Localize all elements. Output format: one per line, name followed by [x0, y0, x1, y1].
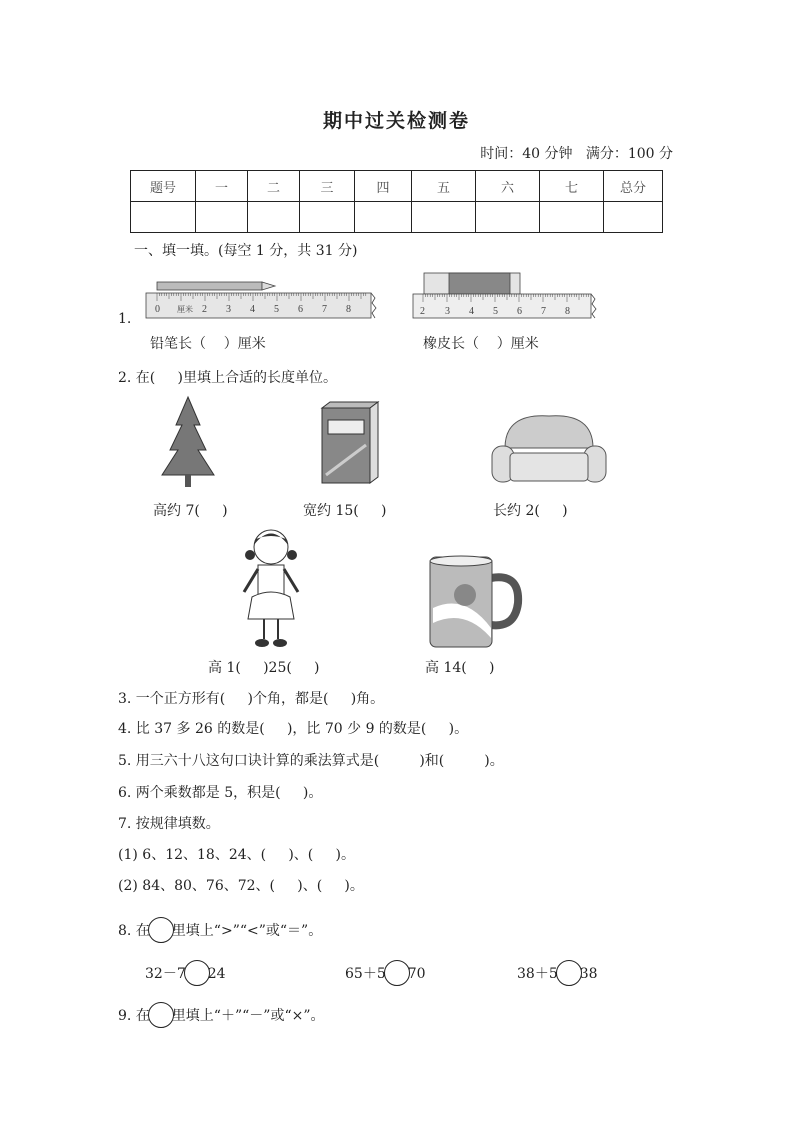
comparison-item [345, 960, 426, 986]
question-number: 1. [118, 311, 132, 327]
ruler-tick-label: 8 [565, 306, 570, 317]
comparison-item [145, 960, 226, 986]
ruler-tick-label: 6 [298, 304, 303, 315]
ruler-tick-label: 2 [420, 306, 425, 317]
tree-illustration [158, 395, 218, 490]
header-cell: 七 [540, 171, 604, 202]
mug-illustration [425, 553, 523, 651]
pencil-ruler-illustration [145, 280, 380, 320]
ruler-tick-label: 2 [202, 304, 207, 315]
ruler-tick-label: 3 [226, 304, 231, 315]
q2-caption-book: 宽约 15( ) [303, 503, 387, 519]
sofa-illustration [490, 408, 608, 488]
score-row [131, 202, 663, 233]
question-7: 7. 按规律填数。 [118, 816, 220, 832]
header-cell: 二 [248, 171, 300, 202]
score-cell [412, 202, 476, 233]
left-expr: 38＋5 [517, 966, 558, 982]
question-5: 5. 用三六十八这句口诀计算的乘法算式是( )和( )。 [118, 753, 504, 769]
ruler-tick-label: 4 [469, 306, 474, 317]
q2-caption-mug: 高 14( ) [425, 660, 495, 676]
ruler-tick-label: 厘米 [177, 305, 193, 314]
ruler-tick-label: 0 [155, 304, 160, 315]
question-8 [118, 917, 322, 943]
exam-meta: 时间：40 分钟 满分：100 分 [480, 146, 673, 162]
section-heading: 一、填一填。(每空 1 分，共 31 分) [134, 243, 358, 259]
eraser-ruler-illustration [412, 270, 597, 322]
header-cell: 三 [300, 171, 355, 202]
answer-circle[interactable] [384, 960, 410, 986]
score-cell [355, 202, 412, 233]
score-cell [248, 202, 300, 233]
header-cell: 六 [476, 171, 540, 202]
answer-circle[interactable] [148, 917, 174, 943]
question-7-1: (1) 6、12、18、24、( )、( )。 [118, 847, 355, 863]
score-table [130, 170, 663, 233]
header-cell: 五 [412, 171, 476, 202]
right-expr: 70 [407, 966, 426, 982]
question-7-2: (2) 84、80、76、72、( )、( )。 [118, 878, 364, 894]
question-4: 4. 比 37 多 26 的数是( )，比 70 少 9 的数是( )。 [118, 721, 469, 737]
answer-circle[interactable] [184, 960, 210, 986]
score-cell [131, 202, 196, 233]
header-cell: 总分 [604, 171, 663, 202]
question-2: 2. 在( )里填上合适的长度单位。 [118, 370, 337, 386]
score-cell [604, 202, 663, 233]
q2-caption-sofa: 长约 2( ) [493, 503, 568, 519]
q9-prefix: 9. 在 [118, 1008, 150, 1024]
ruler-tick-label: 5 [274, 304, 279, 315]
q2-caption-tree: 高约 7( ) [153, 503, 228, 519]
ruler-tick-label: 6 [517, 306, 522, 317]
score-cell [300, 202, 355, 233]
book-illustration [318, 400, 380, 485]
answer-circle[interactable] [556, 960, 582, 986]
left-expr: 65＋5 [345, 966, 386, 982]
q9-suffix: 里填上“＋”“－”或“×”。 [171, 1008, 325, 1024]
ruler-tick-label: 4 [250, 304, 255, 315]
question-9 [118, 1002, 325, 1028]
score-cell [196, 202, 248, 233]
page-title: 期中过关检测卷 [322, 110, 470, 132]
header-cell: 四 [355, 171, 412, 202]
q8-prefix: 8. 在 [118, 923, 150, 939]
ruler-tick-label: 5 [493, 306, 498, 317]
ruler-tick-label: 3 [445, 306, 450, 317]
header-cell: 题号 [131, 171, 196, 202]
question-3: 3. 一个正方形有( )个角，都是( )角。 [118, 691, 385, 707]
score-cell [476, 202, 540, 233]
score-table-header [131, 171, 663, 202]
score-cell [540, 202, 604, 233]
q1-caption-eraser: 橡皮长（ ）厘米 [423, 336, 539, 352]
answer-circle[interactable] [148, 1002, 174, 1028]
left-expr: 32－7 [145, 966, 186, 982]
comparison-item [517, 960, 598, 986]
ruler-tick-label: 7 [541, 306, 546, 317]
ruler-tick-label: 7 [322, 304, 327, 315]
right-expr: 38 [579, 966, 598, 982]
right-expr: 24 [207, 966, 226, 982]
q1-caption-pencil: 铅笔长（ ）厘米 [150, 336, 266, 352]
q8-suffix: 里填上“>”“<”或“＝”。 [171, 923, 323, 939]
ruler-tick-label: 8 [346, 304, 351, 315]
girl-illustration [238, 527, 304, 652]
header-cell: 一 [196, 171, 248, 202]
question-6: 6. 两个乘数都是 5，积是( )。 [118, 785, 323, 801]
q2-caption-girl: 高 1( )25( ) [208, 660, 320, 676]
